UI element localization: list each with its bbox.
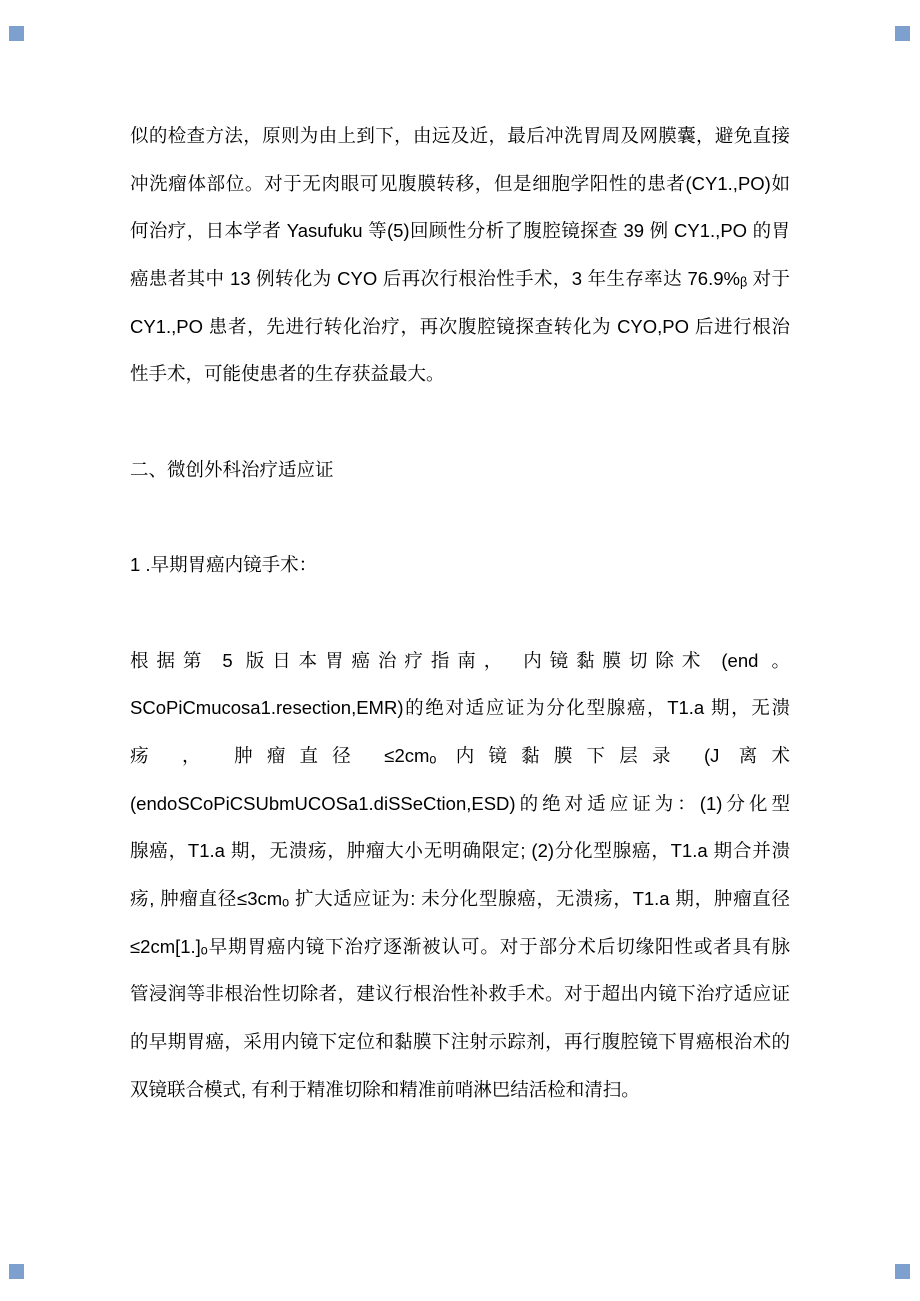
text-line: 根据第 5 版日本胃癌治疗指南， 内镜黏膜切除术 (end 。 [130,649,790,671]
document-body [130,112,790,1113]
text-line: 冲洗瘤体部位。对于无肉眼可见腹膜转移，但是细胞学阳性的患者(CY1.,PO)如 [130,172,790,194]
corner-handle-bottom-left [9,1264,24,1279]
text-line: 的早期胃癌，采用内镜下定位和黏膜下注射示踪剂，再行腹腔镜下胃癌根治术的 [130,1031,790,1053]
corner-handle-top-left [9,26,24,41]
text-line: SCoPiCmucosa1.resection,EMR)的绝对适应证为分化型腺癌，T1.a 期，无溃 [130,697,790,719]
section-heading: 二、微创外科治疗适应证 [130,458,334,480]
text-line: 管浸润等非根治性切除者，建议行根治性补救手术。对于超出内镜下治疗适应证 [130,983,790,1005]
text-line: 癌患者其中 13 例转化为 CYO 后再次行根治性手术，3 年生存率达 76.9%ᵦ 对于 [130,268,790,290]
paragraph-1 [130,112,790,398]
corner-handle-bottom-right [895,1264,910,1279]
text-line: 疡 ， 肿瘤直径 ≤2cmₒ 内镜黏膜下层录 (J 离术 [130,744,790,766]
text-line: 性手术，可能使患者的生存获益最大。 [130,363,445,385]
text-line: 何治疗，日本学者 Yasufuku 等(5)回顾性分析了腹腔镜探查 39 例 CY1.,PO 的胃 [130,220,790,242]
text-line: ≤2cm[1.]ₒ早期胃癌内镜下治疗逐渐被认可。对于部分术后切缘阳性或者具有脉 [130,935,790,957]
blank-line [130,589,790,637]
corner-handle-top-right [895,26,910,41]
text-line: CY1.,PO 患者，先进行转化治疗，再次腹腔镜探查转化为 CYO,PO 后进行根治 [130,315,790,337]
blank-line [130,494,790,542]
text-line: 腺癌，T1.a 期，无溃疡，肿瘤大小无明确限定; (2)分化型腺癌，T1.a 期合并溃 [130,840,790,862]
blank-line [130,398,790,446]
paragraph-2 [130,637,790,1114]
text-line: (endoSCoPiCSUbmUCOSa1.diSSeCtion,ESD)的绝对适应证为：(1)分化型 [130,792,790,814]
text-line: 似的检查方法，原则为由上到下，由远及近，最后冲洗胃周及网膜囊，避免直接 [130,125,790,146]
text-line: 疡, 肿瘤直径≤3cmₒ 扩大适应证为: 未分化型腺癌，无溃疡，T1.a 期，肿瘤直径 [130,888,790,909]
text-line: 双镜联合模式, 有利于精准切除和精准前哨淋巴结活检和清扫。 [130,1078,640,1100]
subsection-heading: 1 .早期胃癌内镜手术： [130,554,318,576]
